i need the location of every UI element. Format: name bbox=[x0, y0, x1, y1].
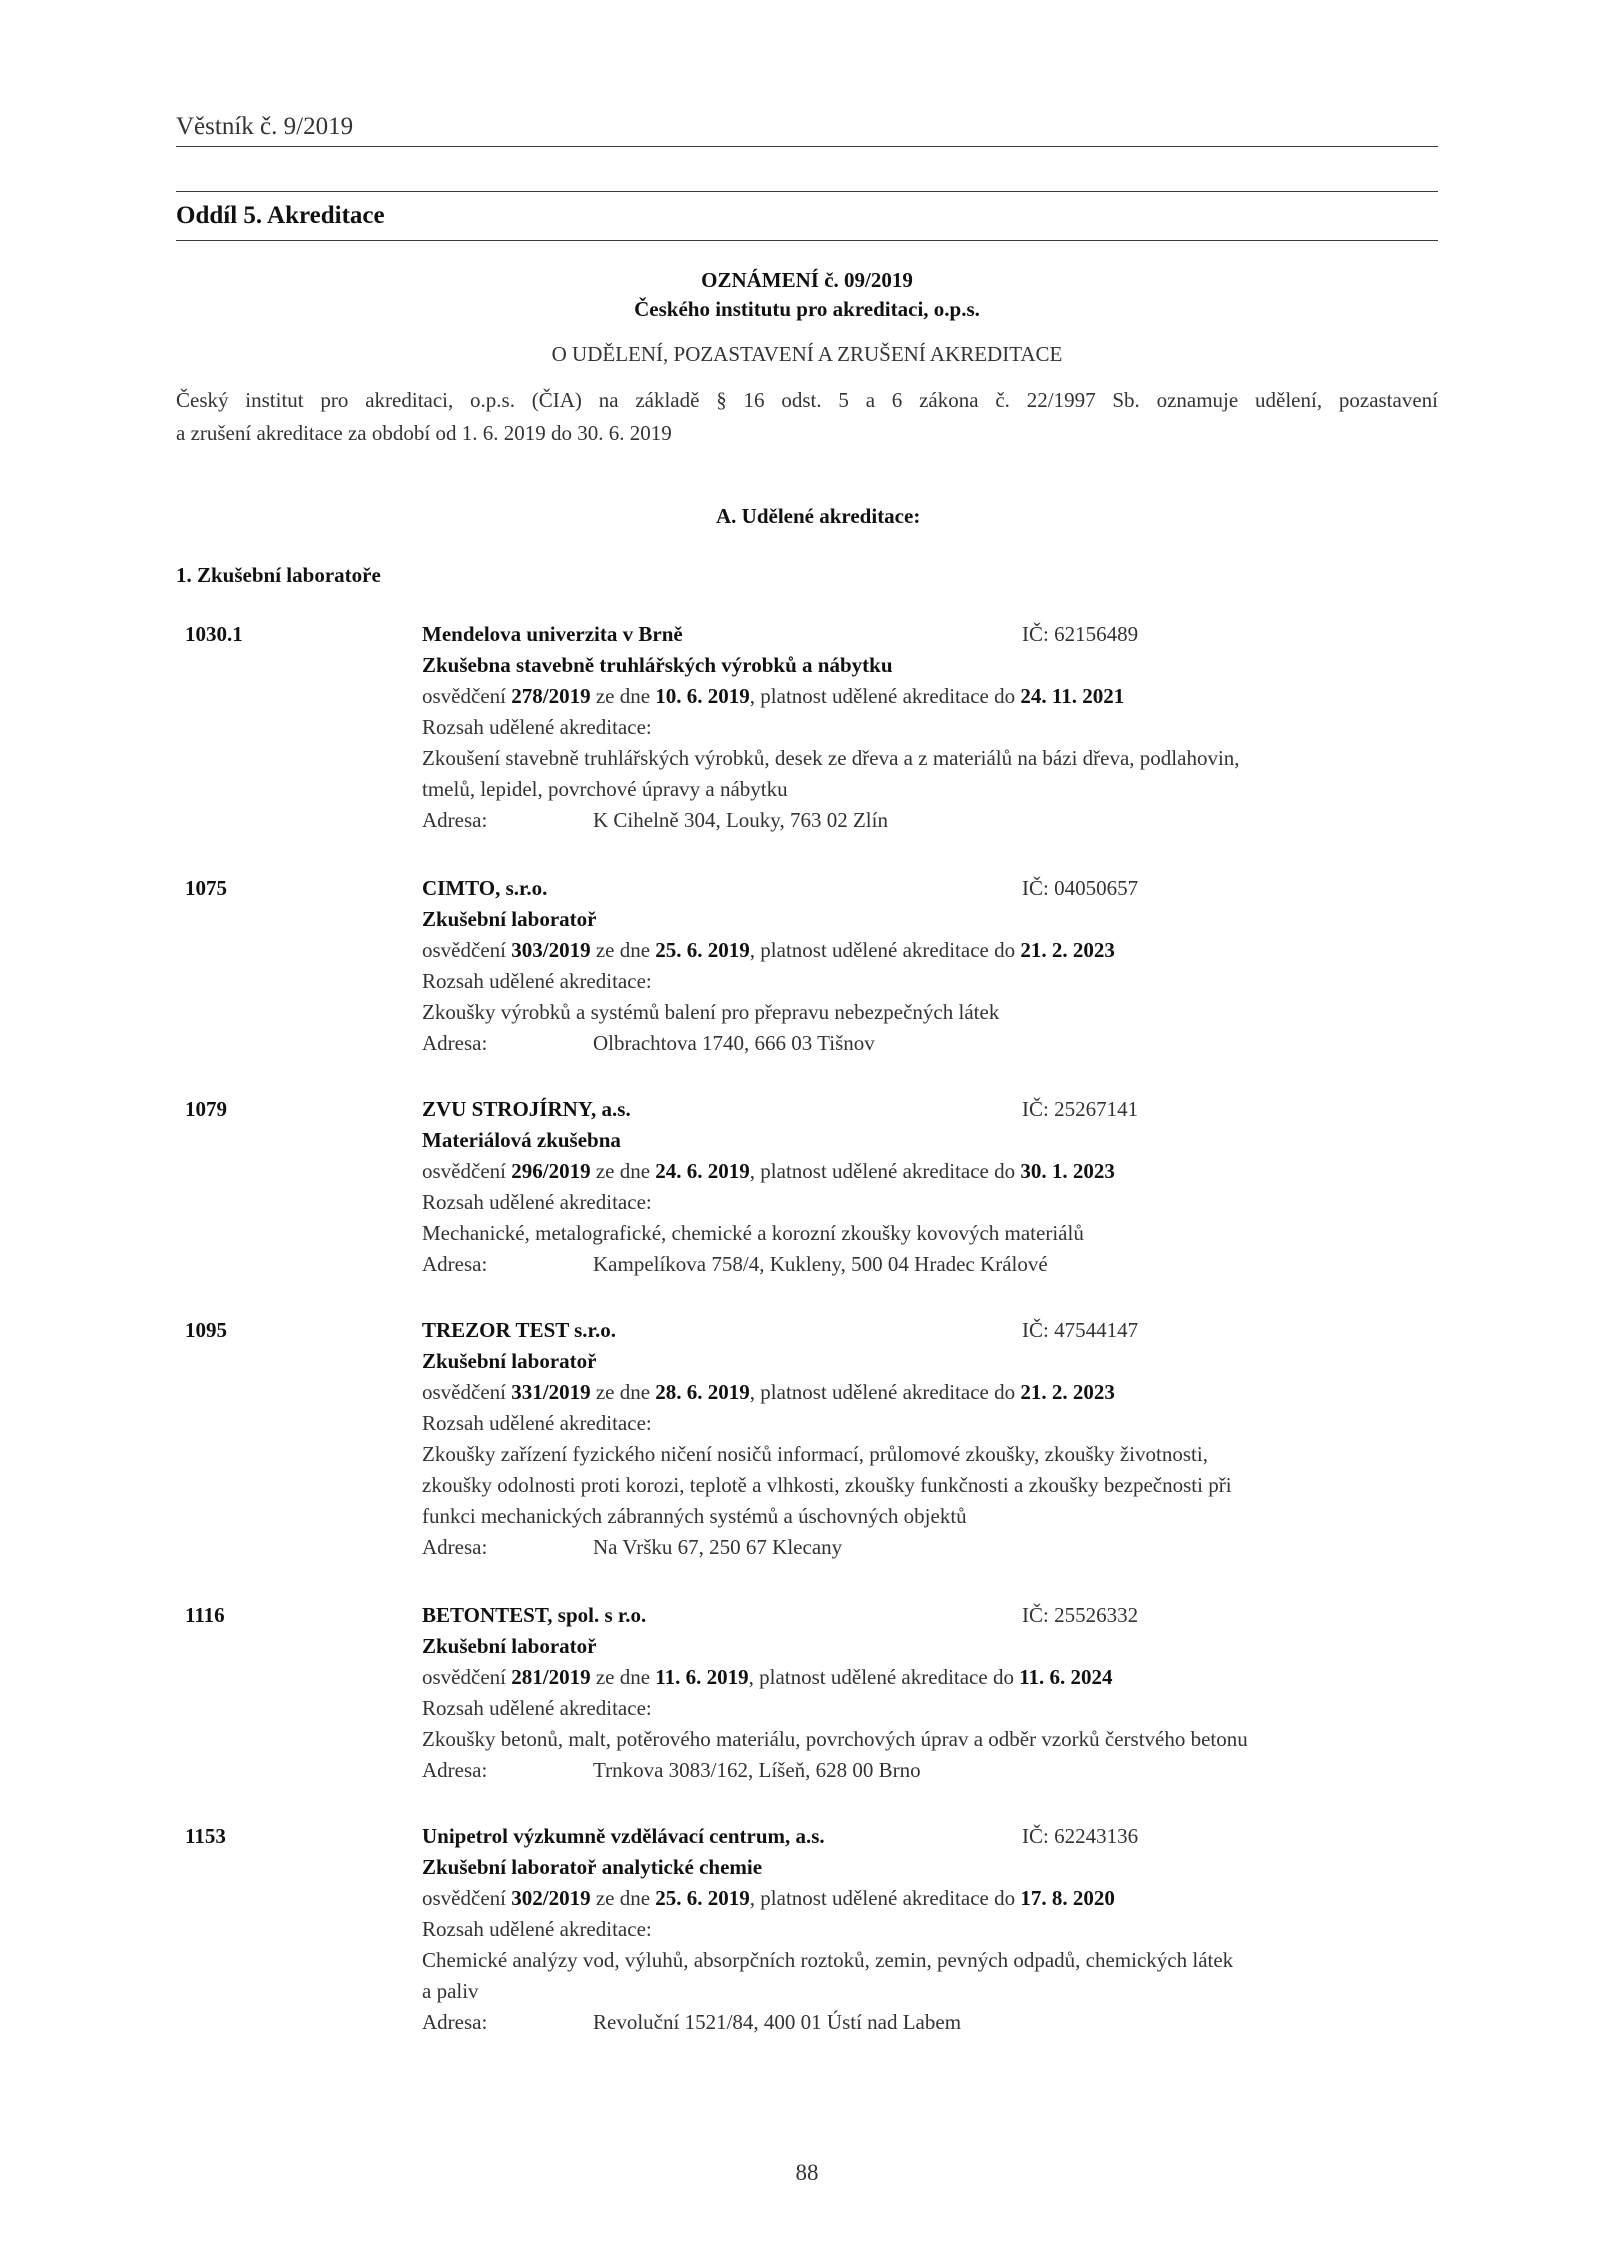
validity-prefix: , platnost udělené akreditace do bbox=[749, 1886, 1016, 1910]
notice-issuer: Českého institutu pro akreditaci, o.p.s. bbox=[634, 297, 980, 321]
scope-text: Zkoušky zařízení fyzického ničení nosičů informací, průlomové zkoušky, zkoušky životnosti, bbox=[422, 1442, 1208, 1466]
validity-prefix: , platnost udělené akreditace do bbox=[749, 938, 1016, 962]
document-page bbox=[176, 0, 1438, 2263]
entry-unit: Materiálová zkušebna bbox=[422, 1128, 621, 1152]
entry-ic: IČ: 62243136 bbox=[1022, 1824, 1139, 1848]
category-heading: 1. Zkušební laboratoře bbox=[176, 563, 381, 587]
address-value: Kampelíkova 758/4, Kukleny, 500 04 Hradec Králové bbox=[593, 1252, 1048, 1276]
valid-to-date: 11. 6. 2024 bbox=[1019, 1665, 1113, 1689]
entry-body bbox=[422, 1315, 1422, 1563]
certificate-number: 281/2019 bbox=[511, 1665, 591, 1689]
date-prefix: ze dne bbox=[595, 1159, 651, 1183]
date-prefix: ze dne bbox=[595, 684, 651, 708]
accreditation-entry bbox=[176, 873, 1438, 1063]
certificate-label: osvědčení bbox=[422, 1380, 506, 1404]
certificate-label: osvědčení bbox=[422, 938, 506, 962]
entry-number: 1079 bbox=[185, 1097, 227, 1121]
part-heading: A. Udělené akreditace: bbox=[716, 504, 921, 528]
valid-to-date: 30. 1. 2023 bbox=[1020, 1159, 1115, 1183]
valid-to-date: 21. 2. 2023 bbox=[1020, 1380, 1115, 1404]
entry-ic: IČ: 47544147 bbox=[1022, 1318, 1139, 1342]
scope-label: Rozsah udělené akreditace: bbox=[422, 1917, 652, 1941]
certificate-number: 278/2019 bbox=[511, 684, 591, 708]
entry-ic: IČ: 25526332 bbox=[1022, 1603, 1139, 1627]
scope-label: Rozsah udělené akreditace: bbox=[422, 969, 652, 993]
address-value: Trnkova 3083/162, Líšeň, 628 00 Brno bbox=[593, 1758, 921, 1782]
certificate-date: 25. 6. 2019 bbox=[655, 1886, 750, 1910]
notice-subtitle: O UDĚLENÍ, POZASTAVENÍ A ZRUŠENÍ AKREDITACE bbox=[551, 342, 1063, 366]
scope-text: Mechanické, metalografické, chemické a korozní zkoušky kovových materiálů bbox=[422, 1221, 1084, 1245]
date-prefix: ze dne bbox=[595, 1380, 651, 1404]
scope-text: zkoušky odolnosti proti korozi, teplotě a vlhkosti, zkoušky funkčnosti a zkoušky bezpečnosti při bbox=[422, 1473, 1232, 1497]
scope-label: Rozsah udělené akreditace: bbox=[422, 1190, 652, 1214]
entry-certificate-line bbox=[422, 1662, 1422, 1693]
entry-organization: TREZOR TEST s.r.o. bbox=[422, 1318, 616, 1342]
address-label: Adresa: bbox=[422, 1758, 488, 1782]
accreditation-entry bbox=[176, 1094, 1438, 1284]
entry-certificate-line bbox=[422, 681, 1422, 712]
validity-prefix: , platnost udělené akreditace do bbox=[749, 1159, 1016, 1183]
address-value: K Cihelně 304, Louky, 763 02 Zlín bbox=[593, 808, 888, 832]
accreditation-entry bbox=[176, 619, 1438, 839]
scope-label: Rozsah udělené akreditace: bbox=[422, 715, 652, 739]
validity-prefix: , platnost udělené akreditace do bbox=[749, 1380, 1016, 1404]
section-rule-top bbox=[176, 191, 1438, 192]
entry-number: 1075 bbox=[185, 876, 227, 900]
certificate-label: osvědčení bbox=[422, 1159, 506, 1183]
entry-organization: Mendelova univerzita v Brně bbox=[422, 622, 683, 646]
entry-unit: Zkušební laboratoř analytické chemie bbox=[422, 1855, 763, 1879]
address-label: Adresa: bbox=[422, 1535, 488, 1559]
scope-text: tmelů, lepidel, povrchové úpravy a nábytku bbox=[422, 777, 788, 801]
scope-text: Zkoušky betonů, malt, potěrového materiálu, povrchových úprav a odběr vzorků čerstvého betonu bbox=[422, 1727, 1248, 1751]
entry-body bbox=[422, 1600, 1422, 1786]
scope-text: funkci mechanických zábranných systémů a úschovných objektů bbox=[422, 1504, 967, 1528]
date-prefix: ze dne bbox=[595, 938, 651, 962]
certificate-date: 11. 6. 2019 bbox=[655, 1665, 749, 1689]
accreditation-entry bbox=[176, 1600, 1438, 1790]
entry-unit: Zkušebna stavebně truhlářských výrobků a nábytku bbox=[422, 653, 893, 677]
entry-organization: Unipetrol výzkumně vzdělávací centrum, a.s. bbox=[422, 1824, 825, 1848]
scope-label: Rozsah udělené akreditace: bbox=[422, 1411, 652, 1435]
scope-text: Zkoušky výrobků a systémů balení pro přepravu nebezpečných látek bbox=[422, 1000, 1000, 1024]
entry-certificate-line bbox=[422, 1883, 1422, 1914]
valid-to-date: 24. 11. 2021 bbox=[1020, 684, 1125, 708]
notice-title: OZNÁMENÍ č. 09/2019 bbox=[701, 268, 913, 292]
address-value: Olbrachtova 1740, 666 03 Tišnov bbox=[593, 1031, 875, 1055]
intro-line: Český institut pro akreditaci, o.p.s. (ČIA) na základě § 16 odst. 5 a 6 zákona č. 22/1997 Sb. oznamuje udělení, pozastavení bbox=[176, 388, 1438, 412]
intro-paragraph bbox=[176, 384, 1438, 450]
entry-body bbox=[422, 873, 1422, 1059]
certificate-date: 28. 6. 2019 bbox=[655, 1380, 750, 1404]
validity-prefix: , platnost udělené akreditace do bbox=[749, 684, 1016, 708]
section-rule-bottom bbox=[176, 240, 1438, 241]
entry-address-line bbox=[422, 805, 1422, 836]
scope-text: Chemické analýzy vod, výluhů, absorpčních roztoků, zemin, pevných odpadů, chemických látek bbox=[422, 1948, 1234, 1972]
entry-unit: Zkušební laboratoř bbox=[422, 907, 597, 931]
accreditation-entry bbox=[176, 1821, 1438, 2041]
certificate-number: 331/2019 bbox=[511, 1380, 591, 1404]
entry-address-line bbox=[422, 1028, 1422, 1059]
address-label: Adresa: bbox=[422, 2010, 488, 2034]
certificate-label: osvědčení bbox=[422, 684, 506, 708]
entry-ic: IČ: 25267141 bbox=[1022, 1097, 1139, 1121]
entry-certificate-line bbox=[422, 1156, 1422, 1187]
certificate-label: osvědčení bbox=[422, 1665, 506, 1689]
certificate-date: 24. 6. 2019 bbox=[655, 1159, 750, 1183]
entry-body bbox=[422, 1094, 1422, 1280]
entry-number: 1153 bbox=[185, 1824, 226, 1848]
entry-organization: ZVU STROJÍRNY, a.s. bbox=[422, 1097, 631, 1121]
entry-address-line bbox=[422, 2007, 1422, 2038]
intro-line: a zrušení akreditace za období od 1. 6. 2019 do 30. 6. 2019 bbox=[176, 421, 672, 445]
entry-body bbox=[422, 1821, 1422, 2038]
entry-unit: Zkušební laboratoř bbox=[422, 1349, 597, 1373]
scope-text: a paliv bbox=[422, 1979, 479, 2003]
certificate-number: 296/2019 bbox=[511, 1159, 591, 1183]
section-title: Oddíl 5. Akreditace bbox=[176, 202, 385, 229]
scope-text: Zkoušení stavebně truhlářských výrobků, desek ze dřeva a z materiálů na bázi dřeva, podlahovin, bbox=[422, 746, 1240, 770]
entry-address-line bbox=[422, 1249, 1422, 1280]
entry-number: 1095 bbox=[185, 1318, 227, 1342]
entry-unit: Zkušební laboratoř bbox=[422, 1634, 597, 1658]
running-head: Věstník č. 9/2019 bbox=[176, 113, 354, 140]
entry-ic: IČ: 04050657 bbox=[1022, 876, 1139, 900]
certificate-date: 25. 6. 2019 bbox=[655, 938, 750, 962]
entry-address-line bbox=[422, 1532, 1422, 1563]
certificate-number: 303/2019 bbox=[511, 938, 591, 962]
entry-certificate-line bbox=[422, 1377, 1422, 1408]
entry-certificate-line bbox=[422, 935, 1422, 966]
address-value: Revoluční 1521/84, 400 01 Ústí nad Labem bbox=[593, 2010, 962, 2034]
entry-organization: CIMTO, s.r.o. bbox=[422, 876, 548, 900]
entry-address-line bbox=[422, 1755, 1422, 1786]
certificate-number: 302/2019 bbox=[511, 1886, 591, 1910]
scope-label: Rozsah udělené akreditace: bbox=[422, 1696, 652, 1720]
entry-number: 1116 bbox=[185, 1603, 225, 1627]
address-value: Na Vršku 67, 250 67 Klecany bbox=[593, 1535, 843, 1559]
entry-organization: BETONTEST, spol. s r.o. bbox=[422, 1603, 647, 1627]
address-label: Adresa: bbox=[422, 808, 488, 832]
valid-to-date: 21. 2. 2023 bbox=[1020, 938, 1115, 962]
entry-body bbox=[422, 619, 1422, 836]
date-prefix: ze dne bbox=[595, 1665, 651, 1689]
header-rule bbox=[176, 146, 1438, 147]
certificate-date: 10. 6. 2019 bbox=[655, 684, 750, 708]
entry-ic: IČ: 62156489 bbox=[1022, 622, 1139, 646]
accreditation-entry bbox=[176, 1315, 1438, 1565]
certificate-label: osvědčení bbox=[422, 1886, 506, 1910]
address-label: Adresa: bbox=[422, 1252, 488, 1276]
date-prefix: ze dne bbox=[595, 1886, 651, 1910]
entry-number: 1030.1 bbox=[185, 622, 243, 646]
valid-to-date: 17. 8. 2020 bbox=[1020, 1886, 1115, 1910]
page-number: 88 bbox=[795, 2160, 819, 2185]
address-label: Adresa: bbox=[422, 1031, 488, 1055]
validity-prefix: , platnost udělené akreditace do bbox=[748, 1665, 1014, 1689]
